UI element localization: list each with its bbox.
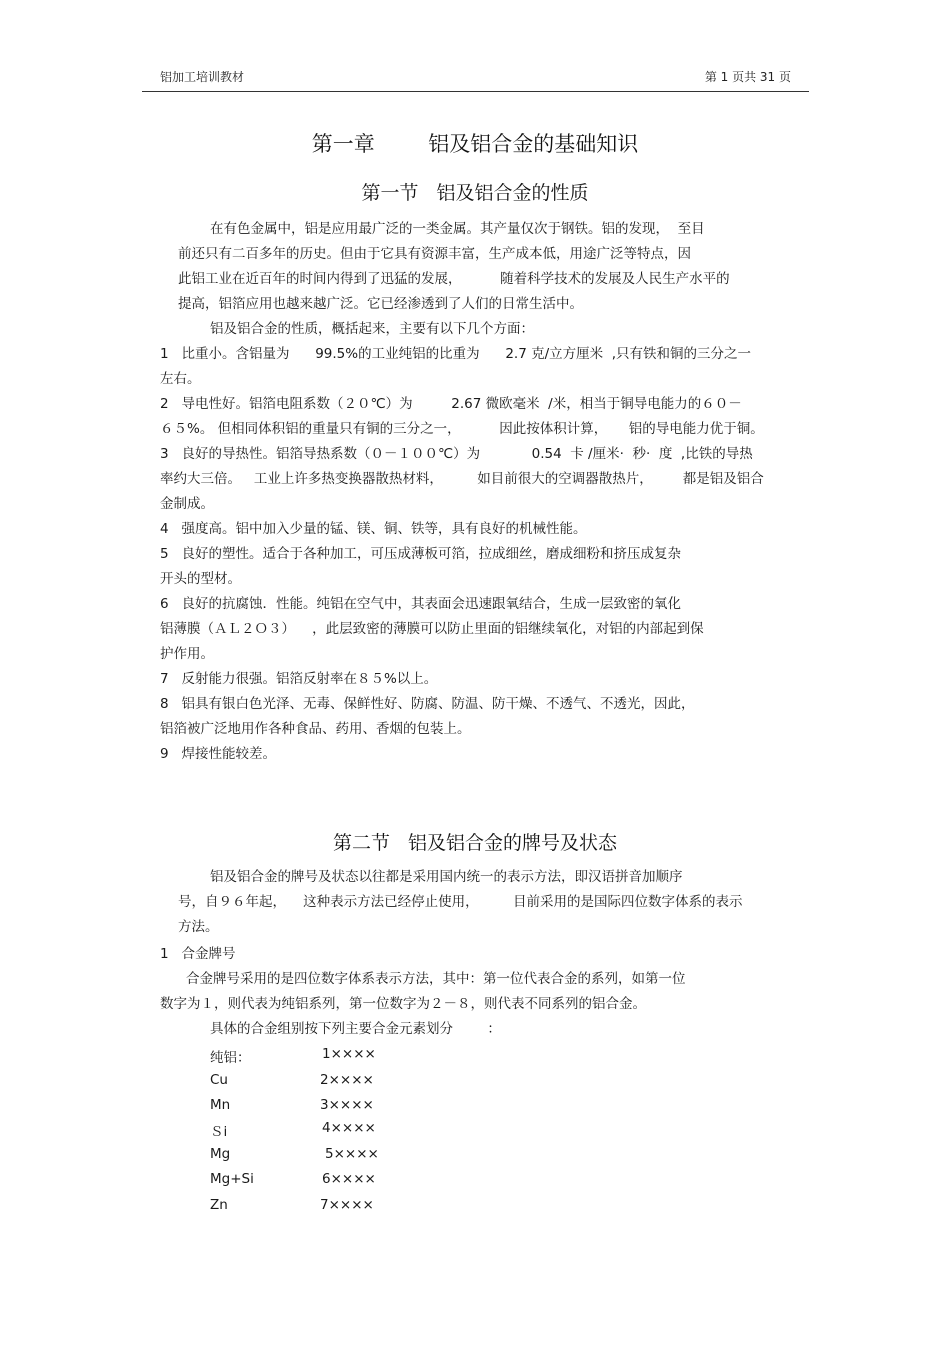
alloy-element: Mg [210, 1146, 231, 1162]
paragraph-line: 具体的合金组别按下列主要合金元素划分 ： [210, 1021, 501, 1037]
list-item: 2 导电性好。铝箔电阻系数（２０℃）为 2.67 微欧毫米 /米，相当于铜导电能力的６０－ [160, 396, 742, 412]
list-item-cont: 护作用。 [160, 646, 214, 662]
header-title: 铝加工培训教材 [160, 70, 245, 84]
list-item: 7 反射能力很强。铝箔反射率在８５%以上。 [160, 671, 438, 687]
alloy-code: 3×××× [320, 1097, 374, 1113]
alloy-element: Cu [210, 1072, 228, 1088]
list-item: 3 良好的导热性。铝箔导热系数（０－１００℃）为 0.54 卡 /厘米· 秒· 度 ,比铁的导热 [160, 446, 753, 462]
header-divider [142, 91, 809, 92]
alloy-code: 7×××× [320, 1197, 374, 1213]
list-item-cont: 开头的型材。 [160, 571, 241, 587]
section1-title: 第一节 铝及铝合金的性质 [361, 182, 589, 204]
list-item: 1 比重小。含铝量为 99.5%的工业纯铝的比重为 2.7 克/立方厘米 ,只有铁和铜的三分之一 [160, 346, 752, 362]
alloy-code: 5×××× [325, 1146, 379, 1162]
list-item: 8 铝具有银白色光泽、无毒、保鲜性好、防腐、防温、防干燥、不透气、不透光，因此， [160, 696, 695, 712]
list-item-cont: 率约大三倍。 工业上许多热变换器散热材料， 如目前很大的空调器散热片， 都是铝及铝合 [160, 471, 764, 487]
chapter-title: 第一章 铝及铝合金的基础知识 [311, 132, 639, 156]
header-page-info: 第 1 页共 31 页 [704, 70, 791, 84]
list-item-cont: 铝箔被广泛地用作各种食品、药用、香烟的包装上。 [160, 721, 471, 737]
paragraph-line: 提高，铝箔应用也越来越广泛。它已经渗透到了人们的日常生活中。 [178, 296, 583, 312]
paragraph-line: 前还只有二百多年的历史。但由于它具有资源丰富，生产成本低，用途广泛等特点，因 [178, 246, 691, 262]
alloy-code: 1×××× [322, 1046, 376, 1062]
paragraph-line: 号，自９６年起， 这种表示方法已经停止使用， 目前采用的是国际四位数字体系的表示 [178, 894, 743, 910]
list-item-cont: 左右。 [160, 371, 201, 387]
list-item-cont: 铝薄膜（ＡＬ２Ｏ３） ，此层致密的薄膜可以防止里面的铝继续氧化，对铝的内部起到保 [160, 621, 704, 637]
alloy-element: Mg+Si [210, 1171, 254, 1187]
paragraph-line: 方法。 [178, 919, 219, 935]
paragraph-line: 铝及铝合金的牌号及状态以往都是采用国内统一的表示方法，即汉语拼音加顺序 [210, 869, 683, 885]
alloy-code: 2×××× [320, 1072, 374, 1088]
alloy-code: 6×××× [322, 1171, 376, 1187]
paragraph-line: 在有色金属中，铝是应用最广泛的一类金属。其产量仅次于钢铁。铝的发现， 至目 [210, 221, 705, 237]
alloy-code: 4×××× [322, 1120, 376, 1136]
alloy-element: Zn [210, 1197, 228, 1213]
alloy-element: Ｓi [210, 1124, 228, 1140]
alloy-element: Mn [210, 1097, 231, 1113]
list-item-cont: ６５%。 但相同体积铝的重量只有铜的三分之一， 因此按体积计算， 铝的导电能力优于铜。 [160, 421, 764, 437]
list-item: 9 焊接性能较差。 [160, 746, 276, 762]
paragraph-line: 数字为１，则代表为纯铝系列，第一位数字为２－８，则代表不同系列的铝合金。 [160, 996, 646, 1012]
alloy-element: 纯铝： [210, 1050, 251, 1066]
section2-title: 第二节 铝及铝合金的牌号及状态 [332, 832, 618, 854]
list-item: 6 良好的抗腐蚀．性能。纯铝在空气中，其表面会迅速跟氧结合，生成一层致密的氧化 [160, 596, 681, 612]
subheading: 1 合金牌号 [160, 946, 236, 962]
list-item: 5 良好的塑性。适合于各种加工，可压成薄板可箔，拉成细丝，磨成细粉和挤压成复杂 [160, 546, 681, 562]
list-item-cont: 金制成。 [160, 496, 214, 512]
paragraph-line: 此铝工业在近百年的时间内得到了迅猛的发展， 随着科学技术的发展及人民生产水平的 [178, 271, 730, 287]
paragraph-line: 铝及铝合金的性质，概括起来，主要有以下几个方面： [210, 321, 534, 337]
list-item: 4 强度高。铝中加入少量的锰、镁、铜、铁等，具有良好的机械性能。 [160, 521, 587, 537]
paragraph-line: 合金牌号采用的是四位数字体系表示方法，其中：第一位代表合金的系列，如第一位 [186, 971, 686, 987]
